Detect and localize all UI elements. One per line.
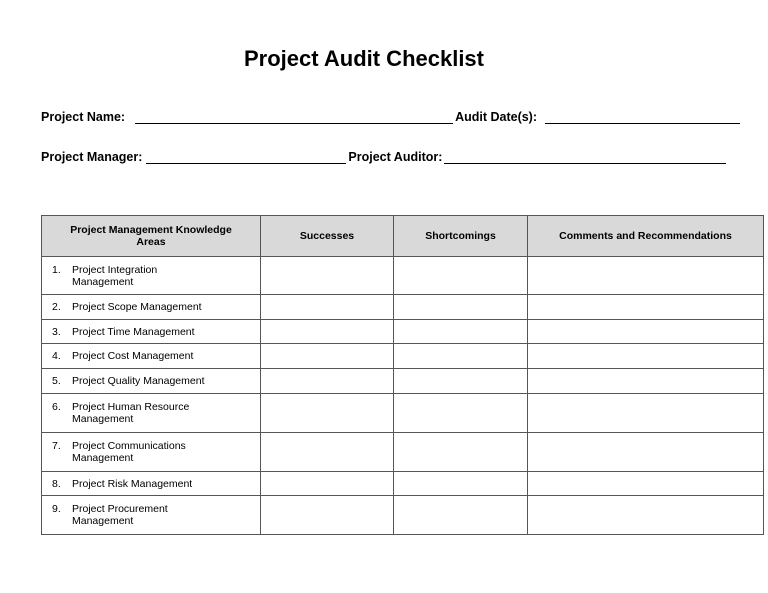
table-row <box>42 257 764 295</box>
comments-cell[interactable] <box>528 433 764 472</box>
table-row <box>42 295 764 320</box>
table-row <box>42 369 764 394</box>
successes-cell[interactable] <box>261 369 394 394</box>
comments-cell[interactable] <box>528 257 764 295</box>
shortcomings-cell[interactable] <box>394 369 528 394</box>
shortcomings-cell[interactable] <box>394 295 528 320</box>
successes-cell[interactable] <box>261 320 394 344</box>
item-number: 5. <box>52 375 61 387</box>
comments-cell[interactable] <box>528 320 764 344</box>
shortcomings-cell[interactable] <box>394 472 528 496</box>
project-auditor-label: Project Auditor: <box>348 150 443 164</box>
comments-cell[interactable] <box>528 344 764 369</box>
audit-dates-label: Audit Date(s): <box>455 110 538 124</box>
item-number: 9. <box>52 503 61 515</box>
knowledge-area-cell <box>42 257 261 295</box>
comments-cell[interactable] <box>528 472 764 496</box>
comments-cell[interactable] <box>528 369 764 394</box>
knowledge-area-cell <box>42 472 261 496</box>
item-label: Project Quality Management <box>72 375 205 387</box>
item-label: Project Procurement Management <box>72 503 168 527</box>
shortcomings-cell[interactable] <box>394 320 528 344</box>
item-number: 2. <box>52 301 61 313</box>
knowledge-area-cell <box>42 369 261 394</box>
item-label: Project Human Resource Management <box>72 401 190 425</box>
item-label: Project Scope Management <box>72 301 202 313</box>
comments-cell[interactable] <box>528 295 764 320</box>
shortcomings-cell[interactable] <box>394 394 528 433</box>
item-number: 3. <box>52 325 61 338</box>
table-row <box>42 433 764 472</box>
successes-cell[interactable] <box>261 257 394 295</box>
knowledge-area-cell <box>42 295 261 320</box>
comments-cell[interactable] <box>528 496 764 535</box>
successes-cell[interactable] <box>261 344 394 369</box>
item-number: 1. <box>52 263 61 276</box>
knowledge-area-cell <box>42 433 261 472</box>
item-label: Project Time Management <box>72 325 195 338</box>
table-row <box>42 472 764 496</box>
shortcomings-cell[interactable] <box>394 344 528 369</box>
knowledge-area-cell <box>42 320 261 344</box>
item-label: Project Integration Management <box>72 263 158 288</box>
knowledge-area-cell <box>42 394 261 433</box>
item-number: 6. <box>52 401 61 413</box>
project-manager-label: Project Manager: <box>41 150 143 164</box>
header-successes: Successes <box>261 216 394 257</box>
successes-cell[interactable] <box>261 496 394 535</box>
table-row <box>42 496 764 535</box>
item-number: 8. <box>52 477 61 490</box>
project-manager-field[interactable] <box>146 151 346 164</box>
item-label: Project Communications Management <box>72 440 186 464</box>
successes-cell[interactable] <box>261 295 394 320</box>
project-manager-row <box>41 150 728 164</box>
table-row <box>42 394 764 433</box>
item-label: Project Risk Management <box>72 477 193 490</box>
shortcomings-cell[interactable] <box>394 496 528 535</box>
page-title: Project Audit Checklist <box>243 46 484 71</box>
audit-dates-field[interactable] <box>545 111 740 124</box>
table-row <box>42 344 764 369</box>
header-knowledge-areas: Project Management Knowledge Areas <box>42 216 261 257</box>
audit-checklist-table <box>41 215 764 535</box>
header-shortcomings: Shortcomings <box>394 216 528 257</box>
item-label: Project Cost Management <box>72 350 194 362</box>
comments-cell[interactable] <box>528 394 764 433</box>
shortcomings-cell[interactable] <box>394 433 528 472</box>
project-name-row <box>41 110 742 124</box>
shortcomings-cell[interactable] <box>394 257 528 295</box>
knowledge-area-cell <box>42 344 261 369</box>
header-comments: Comments and Recommendations <box>528 216 764 257</box>
table-row <box>42 320 764 344</box>
item-number: 7. <box>52 440 61 452</box>
successes-cell[interactable] <box>261 472 394 496</box>
project-name-field[interactable] <box>135 111 453 124</box>
knowledge-area-cell <box>42 496 261 535</box>
project-auditor-field[interactable] <box>444 151 726 164</box>
successes-cell[interactable] <box>261 394 394 433</box>
successes-cell[interactable] <box>261 433 394 472</box>
item-number: 4. <box>52 350 61 362</box>
project-name-label: Project Name: <box>41 110 126 124</box>
